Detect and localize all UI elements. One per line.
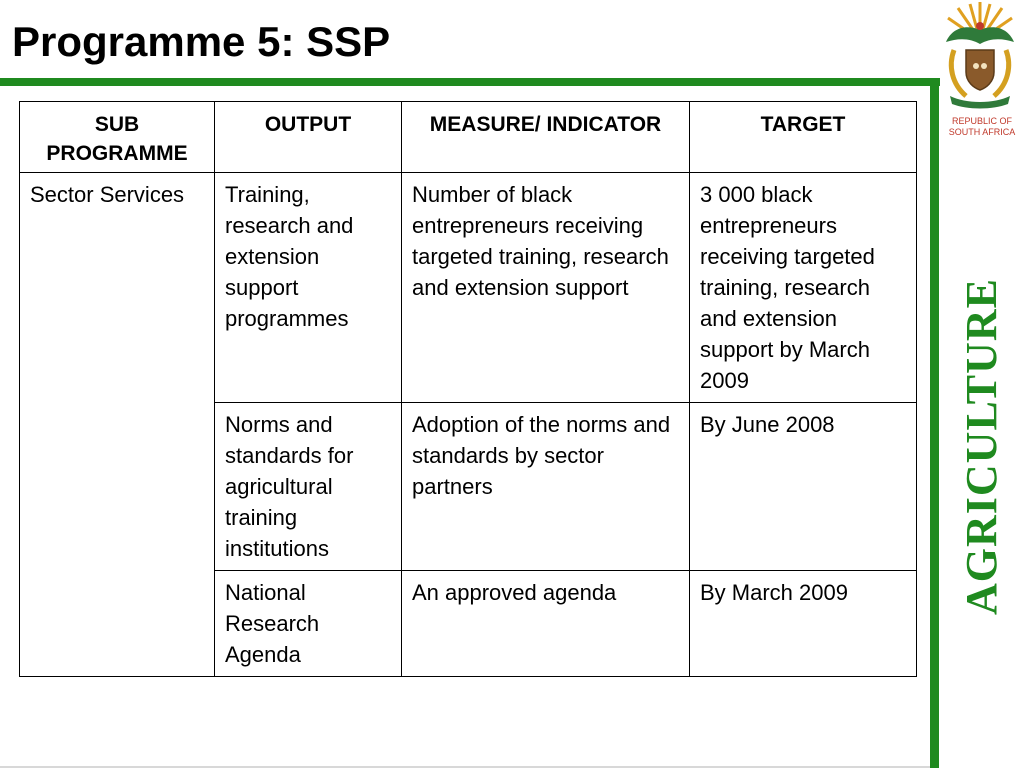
table-header-row — [20, 102, 917, 173]
programme-table — [19, 101, 917, 677]
country-name — [938, 116, 1024, 138]
country-line-2: SOUTH AFRICA — [948, 127, 1016, 137]
header-target: TARGET — [690, 102, 917, 173]
coat-of-arms-icon — [936, 0, 1024, 110]
header-measure: MEASURE/ INDICATOR — [402, 102, 690, 173]
target-cell: 3 000 black entrepreneurs receiving targeted training, research and extension support by March 2009 — [690, 173, 917, 403]
sub-programme-cell: Sector Services — [20, 173, 215, 677]
side-label: AGRICULTURE — [956, 277, 1006, 615]
measure-cell: Number of black entrepreneurs receiving targeted training, research and extension support — [402, 173, 690, 403]
green-horizontal-rule — [0, 78, 940, 86]
header-sub-programme: SUB PROGRAMME — [20, 102, 215, 173]
page-title: Programme 5: SSP — [12, 18, 391, 65]
side-label-container — [951, 236, 1011, 656]
measure-cell: An approved agenda — [402, 571, 690, 677]
output-cell: National Research Agenda — [215, 571, 402, 677]
measure-cell: Adoption of the norms and standards by sector partners — [402, 403, 690, 571]
table-row — [20, 173, 917, 403]
target-cell: By June 2008 — [690, 403, 917, 571]
target-cell: By March 2009 — [690, 571, 917, 677]
green-vertical-rule — [930, 78, 939, 768]
output-cell: Norms and standards for agricultural training institutions — [215, 403, 402, 571]
output-cell: Training, research and extension support programmes — [215, 173, 402, 403]
country-line-1: REPUBLIC OF — [951, 116, 1012, 126]
header-output: OUTPUT — [215, 102, 402, 173]
